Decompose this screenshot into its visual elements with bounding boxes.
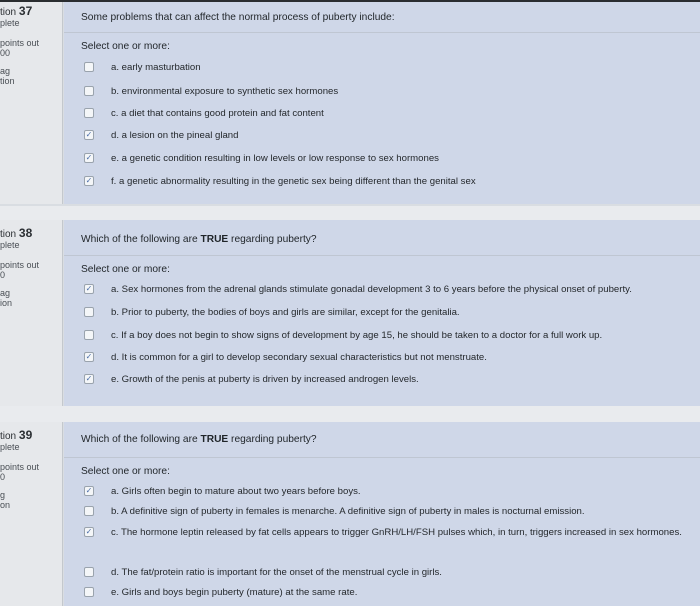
flag-question-link-2[interactable]: on [0, 500, 11, 510]
checkbox[interactable] [84, 330, 94, 340]
select-prompt: Select one or more: [81, 264, 170, 275]
divider [64, 457, 700, 458]
checkbox[interactable] [84, 86, 94, 96]
question-content: Which of the following are TRUE regarding puberty? Select one or more: ✓ a. Sex hormones from the adrenal glands stimulate gonadal development 3 to 6 years before the physical onset of puberty. b. Prior to puberty, the bodies of boys and girls are similar, except for the genitalia. c. If a boy does not begin to show signs of development by age 15, he should be taken to a doctor for a full work up. ✓ d. It is common for a girl to develop secondary sexual characteristics but not menstruate. ✓ e. Growth of the penis at puberty is driven by increased androgen levels. [64, 220, 700, 406]
question-number: tion 39 [0, 428, 33, 442]
checkbox[interactable]: ✓ [85, 153, 93, 162]
checkbox[interactable]: ✓ [85, 352, 93, 361]
question-info [0, 422, 63, 606]
question-points: points out [0, 260, 40, 270]
question-info [0, 220, 63, 406]
question-points: points out [0, 38, 40, 48]
checkbox[interactable]: ✓ [85, 527, 93, 536]
flag-question-link[interactable]: ag [0, 288, 11, 298]
question-gap [0, 406, 700, 422]
question-status: plete [0, 18, 20, 28]
question-content: Some problems that can affect the normal process of puberty include: Select one or more: a. early masturbation b. environmental exposure to synthetic sex hormones c. a diet that contains good protein and fat content ✓ d. a lesion on the pineal gland ✓ e. a genetic condition resulting in low levels or low response to sex hormones ✓ f. a genetic abnormality resulting in the genetic sex being different than the genital sex [64, 2, 700, 204]
question-info [0, 2, 63, 204]
question-points-value: 00 [0, 48, 11, 58]
flag-question-link[interactable]: ag [0, 66, 11, 76]
checkbox[interactable] [84, 506, 94, 516]
checkbox[interactable]: ✓ [85, 130, 93, 139]
divider [64, 255, 700, 256]
question-text: Which of the following are TRUE regarding puberty? [81, 434, 317, 445]
question-37 [0, 2, 700, 206]
question-points-value: 0 [0, 270, 6, 280]
question-status: plete [0, 442, 20, 452]
select-prompt: Select one or more: [81, 41, 170, 52]
flag-question-link[interactable]: g [0, 490, 6, 500]
checkbox[interactable] [84, 62, 94, 72]
question-number: tion 38 [0, 226, 33, 240]
select-prompt: Select one or more: [81, 466, 170, 477]
question-38 [0, 220, 700, 406]
question-content: Which of the following are TRUE regarding puberty? Select one or more: ✓ a. Girls often begin to mature about two years before boys. b. A definitive sign of puberty in females is menarche. A definitive sign of puberty in males is nocturnal emission. ✓ c. The hormone leptin released by fat cells appears to trigger GnRH/LH/FSH pulses which, in turn, triggers increased in sex hormones. d. The fat/protein ratio is important for the onset of the menstrual cycle in girls. e. Girls and boys begin puberty (mature) at the same rate. [64, 422, 700, 606]
checkbox[interactable] [84, 307, 94, 317]
checkbox[interactable]: ✓ [85, 176, 93, 185]
question-points-value: 0 [0, 472, 6, 482]
question-status: plete [0, 240, 20, 250]
flag-question-link-2[interactable]: ion [0, 298, 13, 308]
checkbox[interactable]: ✓ [85, 374, 93, 383]
checkbox[interactable] [84, 567, 94, 577]
checkbox[interactable] [84, 587, 94, 597]
checkbox[interactable]: ✓ [85, 486, 93, 495]
question-39 [0, 422, 700, 606]
checkbox[interactable] [84, 108, 94, 118]
question-text: Some problems that can affect the normal process of puberty include: [81, 12, 395, 23]
divider [64, 32, 700, 33]
question-gap [0, 206, 700, 220]
question-text: Which of the following are TRUE regarding puberty? [81, 234, 317, 245]
question-points: points out [0, 462, 40, 472]
flag-question-link-2[interactable]: tion [0, 76, 15, 86]
question-number: tion 37 [0, 4, 33, 18]
checkbox[interactable]: ✓ [85, 284, 93, 293]
